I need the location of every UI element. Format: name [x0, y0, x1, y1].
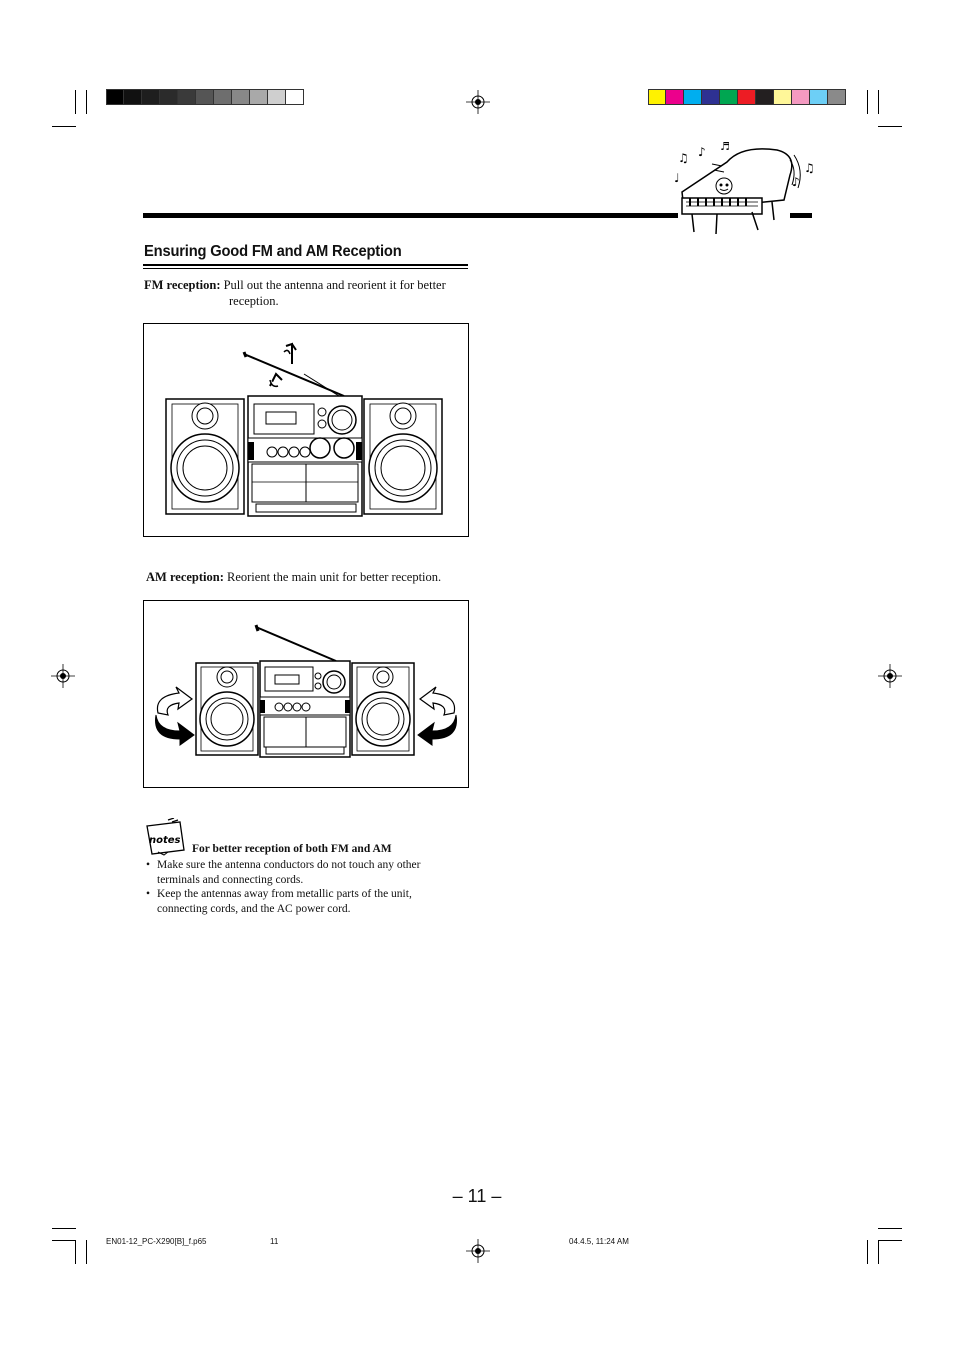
calibration-swatch	[124, 89, 142, 105]
crop-mark	[86, 1240, 87, 1264]
am-reception-paragraph	[146, 569, 476, 585]
crop-mark	[75, 90, 76, 114]
crop-mark	[878, 1240, 902, 1241]
svg-text:♫: ♫	[804, 161, 815, 175]
grayscale-calibration-bar	[106, 89, 304, 105]
crop-mark	[867, 90, 868, 114]
footer-date: 04.4.5, 11:24 AM	[569, 1237, 629, 1246]
am-reception-label: AM reception:	[146, 570, 224, 584]
calibration-swatch	[774, 89, 792, 105]
rotate-right-arrow-icon	[418, 687, 457, 745]
am-reception-figure	[143, 600, 469, 788]
calibration-swatch	[810, 89, 828, 105]
am-reception-text: Reorient the main unit for better reception.	[227, 570, 442, 584]
notes-title: For better reception of both FM and AM	[192, 843, 392, 855]
page-number: – 11 –	[452, 1186, 502, 1206]
calibration-swatch	[286, 89, 304, 105]
crop-mark	[86, 90, 87, 114]
registration-target-icon	[466, 1239, 490, 1263]
calibration-swatch	[232, 89, 250, 105]
svg-text:♫: ♫	[678, 151, 689, 165]
calibration-swatch	[160, 89, 178, 105]
calibration-swatch	[738, 89, 756, 105]
calibration-swatch	[702, 89, 720, 105]
registration-target-icon	[51, 664, 75, 688]
footer-page: 11	[270, 1237, 279, 1246]
fm-reception-text-line2: reception.	[229, 294, 279, 308]
calibration-swatch	[792, 89, 810, 105]
calibration-swatch	[250, 89, 268, 105]
calibration-swatch	[196, 89, 214, 105]
heading-rule	[143, 264, 468, 266]
section-rule	[143, 213, 678, 218]
svg-text:♩: ♩	[674, 171, 680, 185]
boombox-rotate-illustration	[144, 601, 468, 787]
crop-mark	[878, 90, 879, 114]
calibration-swatch	[684, 89, 702, 105]
calibration-swatch	[178, 89, 196, 105]
list-item: • Keep the antennas away from metallic parts of the unit, connecting cords, and the AC power cord.	[146, 887, 446, 916]
boombox-antenna-illustration	[144, 324, 468, 536]
notes-list	[146, 858, 446, 916]
calibration-swatch	[648, 89, 666, 105]
fm-reception-label: FM reception:	[144, 278, 221, 292]
notes-icon	[144, 818, 188, 856]
section-heading: Ensuring Good FM and AM Reception	[144, 243, 402, 260]
crop-mark	[75, 1240, 76, 1264]
registration-target-icon	[878, 664, 902, 688]
crop-mark	[52, 1240, 76, 1241]
rotate-left-arrow-icon	[156, 687, 195, 745]
crop-mark	[878, 126, 902, 127]
crop-mark	[52, 1228, 76, 1229]
fm-reception-paragraph	[144, 277, 474, 293]
color-calibration-bar	[648, 89, 846, 105]
list-item: • Make sure the antenna conductors do not touch any other terminals and connecting cords.	[146, 858, 446, 887]
registration-target-icon	[466, 90, 490, 114]
crop-mark	[867, 1240, 868, 1264]
svg-text:♪: ♪	[698, 145, 706, 159]
crop-mark	[878, 1240, 879, 1264]
calibration-swatch	[756, 89, 774, 105]
calibration-swatch	[666, 89, 684, 105]
crop-mark	[878, 1228, 902, 1229]
crop-mark	[52, 126, 76, 127]
notes-icon-label: notes	[149, 835, 181, 846]
calibration-swatch	[720, 89, 738, 105]
svg-text:♪: ♪	[792, 175, 800, 189]
piano-mascot-illustration	[672, 140, 822, 240]
calibration-swatch	[828, 89, 846, 105]
fm-reception-text-line1: Pull out the antenna and reorient it for better	[223, 278, 446, 292]
calibration-swatch	[214, 89, 232, 105]
fm-reception-figure	[143, 323, 469, 537]
calibration-swatch	[268, 89, 286, 105]
heading-rule	[143, 268, 468, 269]
svg-text:♬: ♬	[720, 140, 730, 153]
footer-filename: EN01-12_PC-X290[B]_f.p65	[106, 1237, 207, 1246]
calibration-swatch	[142, 89, 160, 105]
calibration-swatch	[106, 89, 124, 105]
